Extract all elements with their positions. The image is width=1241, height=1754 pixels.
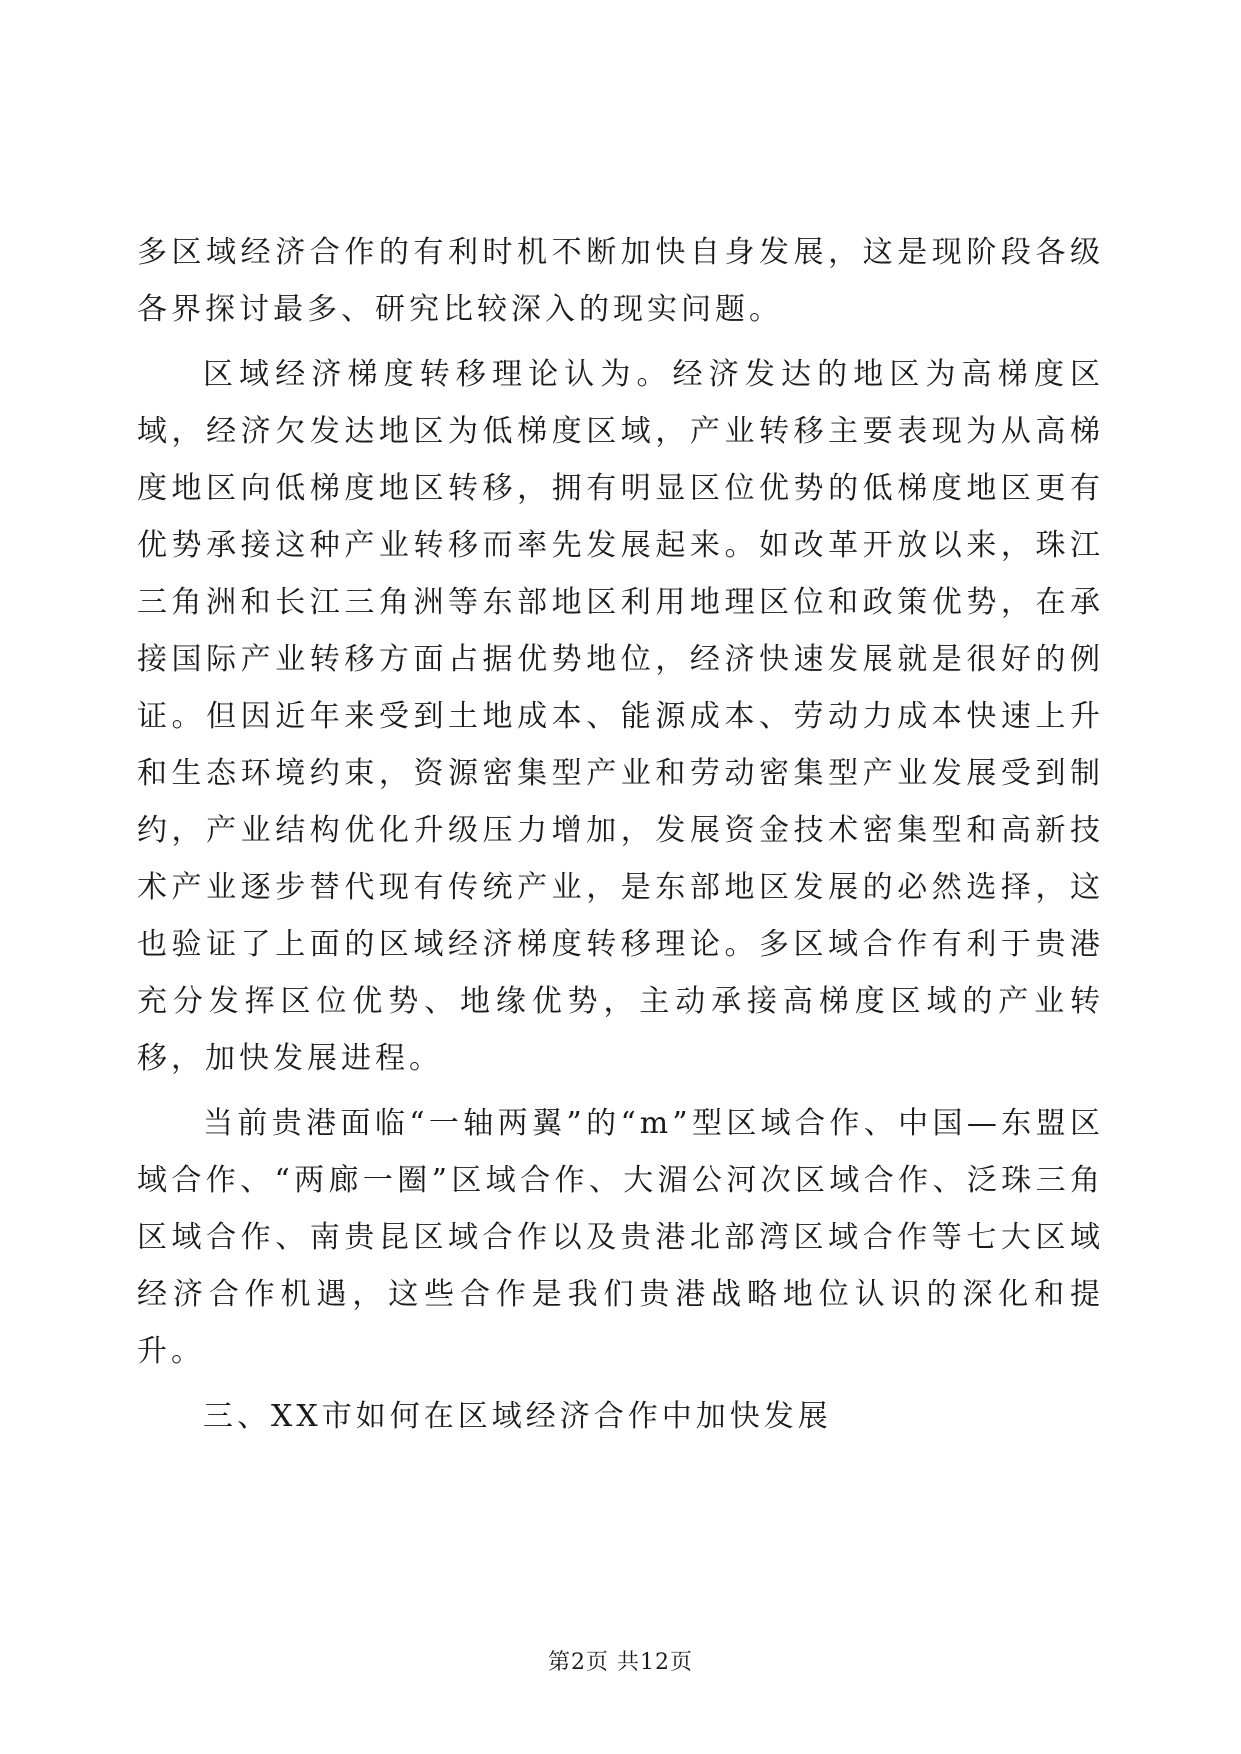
body-text bbox=[137, 224, 1104, 1445]
paragraph-cooperation-opportunities: 当前贵港面临“一轴两翼”的“m”型区域合作、中国—东盟区域合作、“两廊一圈”区域合作、大湄公河次区域合作、泛珠三角区域合作、南贵昆区域合作以及贵港北部湾区域合作等七大区域经济合作机遇，这些合作是我们贵港战略地位认识的深化和提升。 bbox=[137, 1106, 1104, 1369]
paragraph-gap bbox=[137, 338, 1104, 346]
paragraph-gap bbox=[137, 1380, 1104, 1388]
paragraph-continuation: 多区域经济合作的有利时机不断加快自身发展，这是现阶段各级各界探讨最多、研究比较深入的现实问题。 bbox=[137, 235, 1104, 327]
section-heading: 三、XX市如何在区域经济合作中加快发展 bbox=[203, 1399, 832, 1434]
paragraph-gradient-theory: 区域经济梯度转移理论认为。经济发达的地区为高梯度区域，经济欠发达地区为低梯度区域，产业转移主要表现为从高梯度地区向低梯度地区转移，拥有明显区位优势的低梯度地区更有优势承接这种产业转移而率先发展起来。如改革开放以来，珠江三角洲和长江三角洲等东部地区利用地理区位和政策优势，在承接国际产业转移方面占据优势地位，经济快速发展就是很好的例证。但因近年来受到土地成本、能源成本、劳动力成本快速上升和生态环境约束，资源密集型产业和劳动密集型产业发展受到制约，产业结构优化升级压力增加，发展资金技术密集型和高新技术产业逐步替代现有传统产业，是东部地区发展的必然选择，这也验证了上面的区域经济梯度转移理论。多区域合作有利于贵港充分发挥区位优势、地缘优势，主动承接高梯度区域的产业转移，加快发展进程。 bbox=[137, 357, 1104, 1076]
paragraph-gap bbox=[137, 1087, 1104, 1095]
page-footer: 第2页 共12页 bbox=[548, 1650, 693, 1675]
